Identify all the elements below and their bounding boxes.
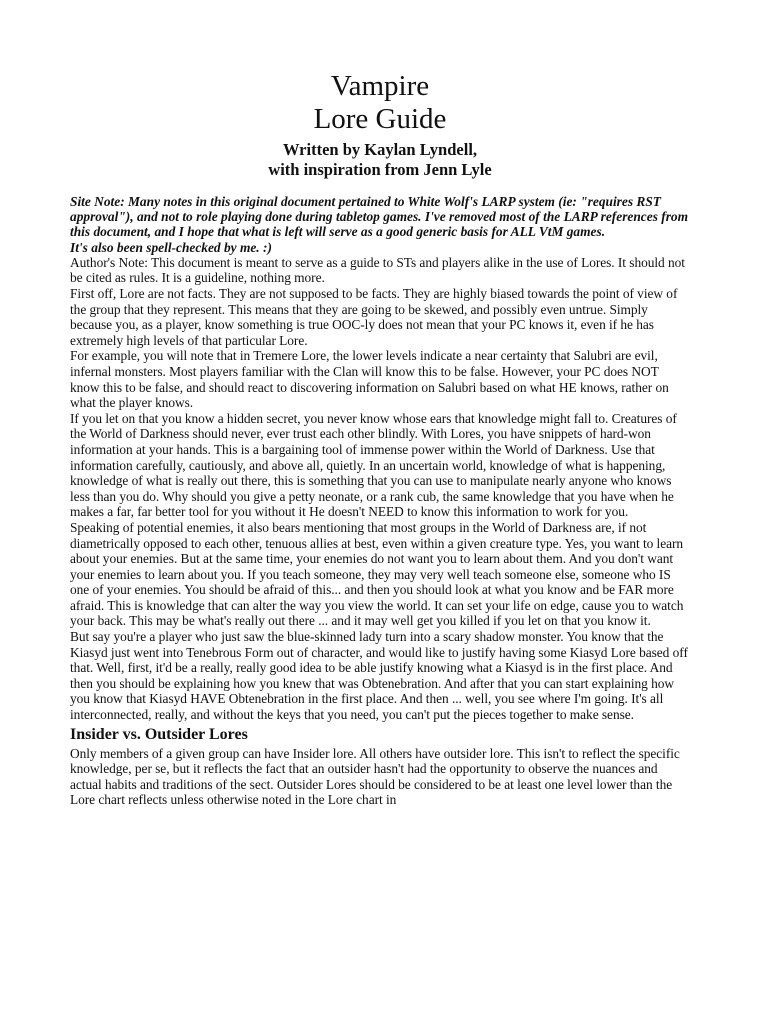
section-heading-insider-outsider: Insider vs. Outsider Lores [70,725,248,743]
paragraph-hidden-secret: If you let on that you know a hidden secret, you never know whose ears that knowledge might fall to. Creatures of the World of Darkness should never, ever trust each other blindly. With Lores, you have snippets of hard-won information at your hands. This is a bargaining tool of immense power within the World of Darkness. Use that information carefully, cautiously, and above all, quietly. In an uncertain world, knowledge of what is happening, knowledge of what is really out there, this is something that you can use to manipulate nearly anyone who knows less than you do. Why should you give a petty neonate, or a rank cub, the same knowledge that you have when he makes a far, far better tool for you without it He doesn't NEED to know this information to work for you. [70,410,677,520]
paragraph-insider-outsider: Only members of a given group can have Insider lore. All others have outsider lore. This isn't to reflect the specific knowledge, per se, but it reflects the fact that an outsider hasn't had the opportunity to observe the nuances and actual habits and traditions of the sect. Outsider Lores should be considered to be at least one level lower than the Lore chart reflects unless otherwise noted in the Lore chart in [70,745,680,808]
byline-inspiration: with inspiration from Jenn Lyle [268,160,492,179]
paragraph-tremere-example: For example, you will note that in Tremere Lore, the lower levels indicate a near certainty that Salubri are evil, infernal monsters. Most players familiar with the Clan will know this to be false. However, your PC does NOT know this to be false, and should react to discovering information on Salubri based on what HE knows, rather on what the player knows. [70,348,669,411]
title-line-2: Lore Guide [313,103,447,135]
spell-check-note: It's also been spell-checked by me. :) [70,239,272,255]
document-page [70,70,690,808]
paragraph-authors-note: Author's Note: This document is meant to serve as a guide to STs and players alike in the use of Lores. It should not be cited as rules. It is a guideline, nothing more. [70,254,685,286]
byline-author: Written by Kaylan Lyndell, [282,140,478,159]
paragraph-kiasyd-example: But say you're a player who just saw the blue-skinned lady turn into a scary shadow monster. You know that the Kiasyd just went into Tenebrous Form out of character, and would like to justify having some Kiasyd Lore based off that. Well, first, it'd be a really, really good idea to be able justify knowing what a Kiasyd is in the first place. And then you should be explaining how you knew that was Obtenebration. And after that you can start explaining how you know that Kiasyd HAVE Obtenebration in the first place. And then ... well, you see where I'm going. It's all interconnected, really, and without the keys that you need, you can't put the pieces together to make sense. [70,629,688,723]
paragraph-lore-not-facts: First off, Lore are not facts. They are not supposed to be facts. They are highly biased towards the point of view of the group that they represent. This means that they are going to be skewed, and possibly even untrue. Simply because you, as a player, know something is true OOC-ly does not mean that your PC knows it, even if he has extremely high levels of that particular Lore. [70,286,678,348]
title-line-1: Vampire [330,70,430,102]
document-title [70,70,690,136]
site-note-text: Site Note: Many notes in this original document pertained to White Wolf's LARP system (ie: "requires RST approval"), and not to role playing done during tabletop games. I've removed most of the LARP references from this document, and I hope that what is left will serve as a good generic basis for ALL VtM games. [70,194,689,240]
byline [70,140,690,180]
site-note [70,194,690,255]
paragraph-potential-enemies: Speaking of potential enemies, it also bears mentioning that most groups in the World of Darkness are, if not diametrically opposed to each other, tenuous allies at best, even within a given creature type. Yes, you want to learn about your enemies. But at the same time, your enemies do not want you to learn about them. And you don't want your enemies to learn about you. If you teach someone, they may very well teach someone else, someone who IS one of your enemies. You should be afraid of this... and then you should look at what you know and be FAR more afraid. This is knowledge that can alter the way you view the world. It can set your life on edge, cause you to watch your back. This may be what's really out there ... and it may well get you killed if you let on that you know it. [70,519,684,629]
